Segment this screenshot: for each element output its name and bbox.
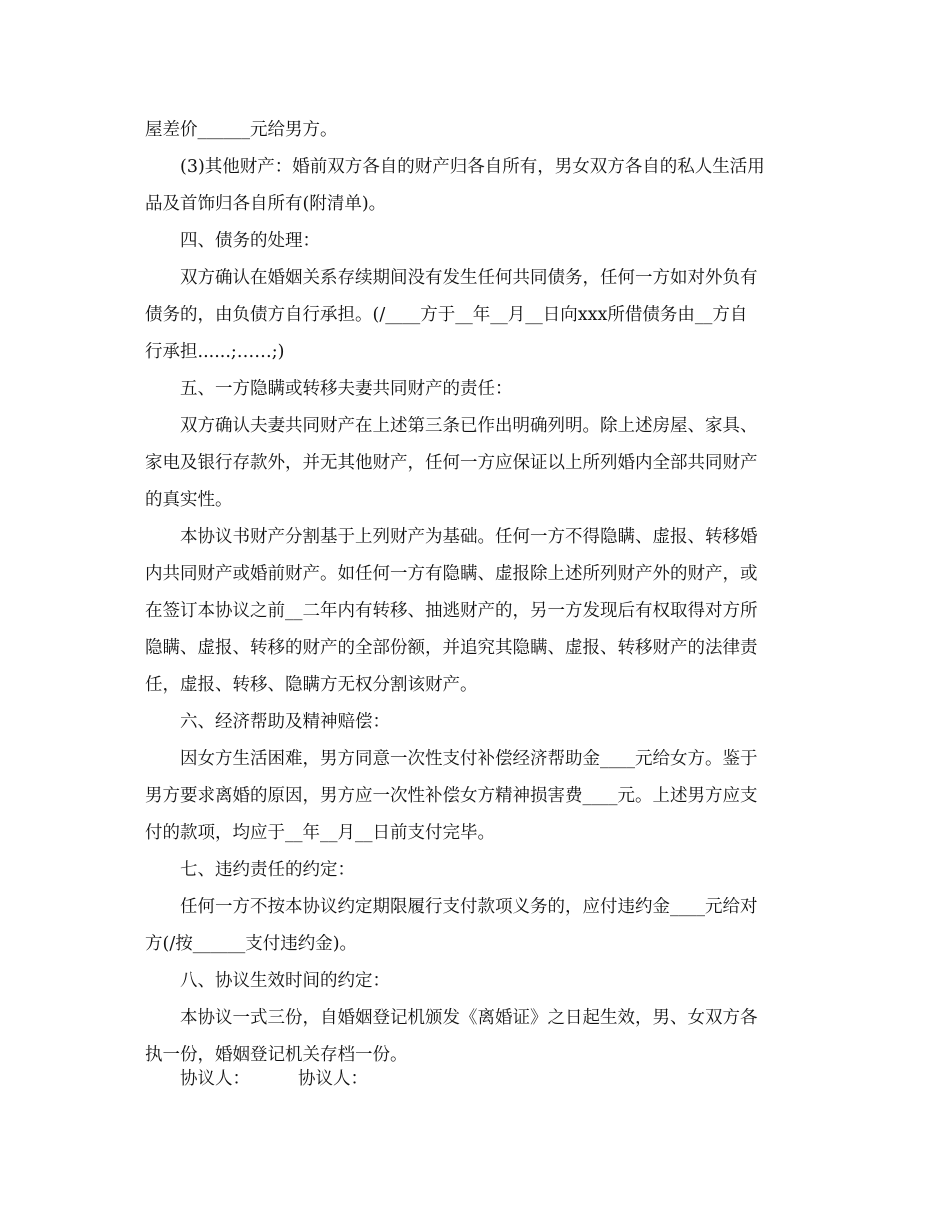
text-line: 方(/按______支付违约金)。 (145, 934, 358, 954)
text-line: 在签订本协议之前__二年内有转移、抽逃财产的，另一方发现后有权取得对方所 (145, 601, 758, 621)
signature-label-right: 协议人： (298, 1069, 368, 1089)
text-line: 屋差价______元给男方。 (145, 120, 338, 140)
paragraph-property-division: 本协议书财产分割基于上列财产为基础。任何一方不得隐瞒、虚报、转移婚 (180, 527, 758, 547)
text-line: 的真实性。 (145, 490, 233, 510)
section-heading-debts: 四、债务的处理： (180, 231, 320, 251)
section-heading-concealment: 五、一方隐瞒或转移夫妻共同财产的责任： (180, 379, 513, 399)
section-heading-compensation: 六、经济帮助及精神赔偿： (180, 712, 390, 732)
text-line: 内共同财产或婚前财产。如任何一方有隐瞒、虚报除上述所列财产外的财产，或 (145, 564, 758, 584)
paragraph-other-property: (3)其他财产：婚前双方各自的财产归各自所有，男女双方各自的私人生活用 (180, 157, 765, 177)
paragraph-breach: 任何一方不按本协议约定期限履行支付款项义务的，应付违约金____元给对 (180, 897, 758, 917)
paragraph-debts: 双方确认在婚姻关系存续期间没有发生任何共同债务，任何一方如对外负有 (180, 268, 758, 288)
paragraph-compensation: 因女方生活困难，男方同意一次性支付补偿经济帮助金____元给女方。鉴于 (180, 749, 758, 769)
paragraph-effective: 本协议一式三份，自婚姻登记机颁发《离婚证》之日起生效，男、女双方各 (180, 1008, 758, 1028)
text-line: 隐瞒、虚报、转移的财产的全部份额，并追究其隐瞒、虚报、转移财产的法律责 (145, 638, 758, 658)
text-line: 债务的，由负债方自行承担。(/____方于__年__月__日向xxx所借债务由__方自 (145, 305, 748, 325)
text-line: 行承担......;……;) (145, 342, 285, 362)
section-heading-breach: 七、违约责任的约定： (180, 860, 355, 880)
text-line: 男方要求离婚的原因，男方应一次性补偿女方精神损害费____元。上述男方应支 (145, 786, 758, 806)
text-line: 付的款项，均应于__年__月__日前支付完毕。 (145, 823, 495, 843)
section-heading-effective: 八、协议生效时间的约定： (180, 971, 390, 991)
text-line: 任，虚报、转移、隐瞒方无权分割该财产。 (145, 675, 478, 695)
signature-label-left: 协议人： (180, 1069, 250, 1089)
paragraph-joint-property: 双方确认夫妻共同财产在上述第三条已作出明确列明。除上述房屋、家具、 (180, 416, 758, 436)
text-line: 品及首饰归各自所有(附清单)。 (145, 194, 387, 214)
text-line: 家电及银行存款外，并无其他财产，任何一方应保证以上所列婚内全部共同财产 (145, 453, 758, 473)
text-line: 执一份，婚姻登记机关存档一份。 (145, 1045, 408, 1065)
